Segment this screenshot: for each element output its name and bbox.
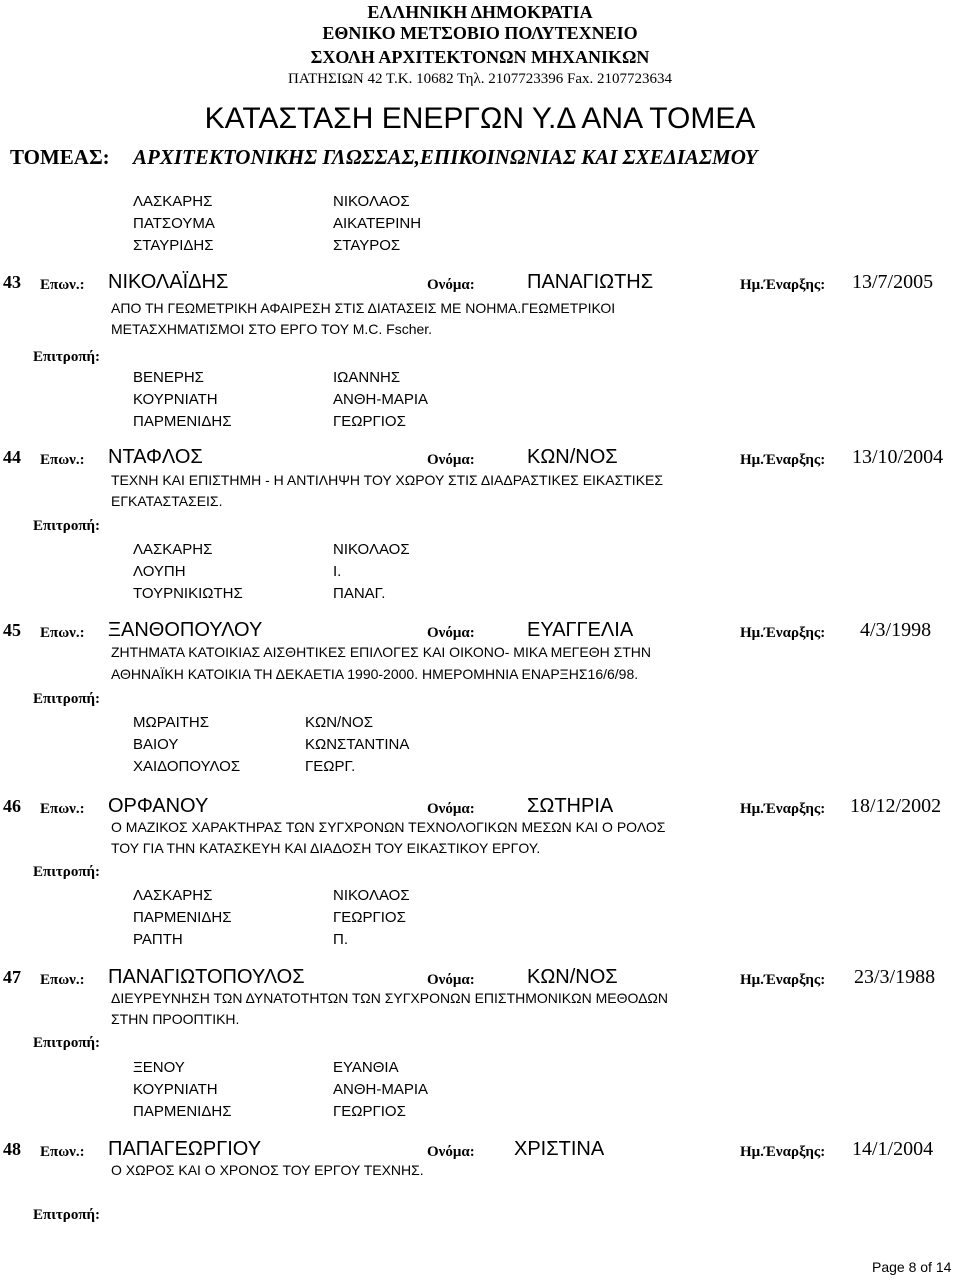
student-name: ΧΡΙΣΤΙΝΑ: [514, 1138, 605, 1160]
committee-member-surname: ΠΑΡΜΕΝΙΔΗΣ: [133, 909, 232, 926]
thesis-topic-line: ΕΓΚΑΤΑΣΤΑΣΕΙΣ.: [111, 493, 223, 509]
committee-member-name: ΣΤΑΥΡΟΣ: [333, 237, 401, 254]
sector-name: ΑΡΧΙΤΕΚΤΟΝΙΚΗΣ ΓΛΩΣΣΑΣ,ΕΠΙΚΟΙΝΩΝΙΑΣ ΚΑΙ ΣΧΕΔΙΑΣΜΟΥ: [133, 145, 758, 169]
start-date-label: Ημ.Έναρξης:: [740, 452, 826, 468]
committee-member-surname: ΧΑΙΔΟΠΟΥΛΟΣ: [133, 758, 241, 775]
committee-member-surname: ΒΑΙΟΥ: [133, 736, 179, 753]
start-date: 14/1/2004: [852, 1138, 934, 1160]
start-date-label: Ημ.Έναρξης:: [740, 625, 826, 641]
page-number: Page 8 of 14: [872, 1259, 952, 1275]
committee-member-surname: ΚΟΥΡΝΙΑΤΗ: [133, 1081, 218, 1098]
thesis-topic-line: ΑΘΗΝΑΪΚΗ ΚΑΤΟΙΚΙΑ ΤΗ ΔΕΚΑΕΤΙΑ 1990-2000. ΗΜΕΡΟΜΗΝΙΑ ΕΝΑΡΞΗΣ16/6/98.: [111, 666, 639, 682]
committee-member-surname: ΛΑΣΚΑΡΗΣ: [133, 193, 213, 210]
entry-number: 46: [3, 796, 21, 816]
start-date-label: Ημ.Έναρξης:: [740, 801, 826, 817]
student-surname: ΝΤΑΦΛΟΣ: [108, 446, 203, 468]
surname-label: Επων.:: [40, 1144, 85, 1160]
name-label: Ονόμα:: [427, 625, 475, 641]
committee-member-name: ΓΕΩΡΓΙΟΣ: [333, 1103, 406, 1120]
student-surname: ΠΑΝΑΓΙΩΤΟΠΟΥΛΟΣ: [108, 966, 305, 988]
student-name: ΚΩΝ/ΝΟΣ: [527, 966, 618, 988]
header-line-2: ΕΘΝΙΚΟ ΜΕΤΣΟΒΙΟ ΠΟΛΥΤΕΧΝΕΙΟ: [322, 23, 638, 43]
start-date-label: Ημ.Έναρξης:: [740, 972, 826, 988]
thesis-topic-line: Ο ΧΩΡΟΣ ΚΑΙ Ο ΧΡΟΝΟΣ ΤΟΥ ΕΡΓΟΥ ΤΕΧΝΗΣ.: [111, 1162, 424, 1178]
committee-member-surname: ΠΑΡΜΕΝΙΔΗΣ: [133, 413, 232, 430]
committee-member-name: Π.: [333, 931, 348, 948]
student-name: ΕΥΑΓΓΕΛΙΑ: [527, 619, 634, 641]
committee-member-name: ΓΕΩΡΓ.: [305, 758, 356, 775]
student-name: ΣΩΤΗΡΙΑ: [527, 795, 614, 817]
committee-member-surname: ΛΑΣΚΑΡΗΣ: [133, 887, 213, 904]
committee-label: Επιτροπή:: [33, 1207, 101, 1223]
committee-member-name: ΑΙΚΑΤΕΡΙΝΗ: [333, 215, 422, 232]
entry-number: 48: [3, 1139, 21, 1159]
committee-member-name: ΙΩΑΝΝΗΣ: [333, 369, 401, 386]
page-title: ΚΑΤΑΣΤΑΣΗ ΕΝΕΡΓΩΝ Υ.Δ ΑΝΑ ΤΟΜΕΑ: [204, 102, 756, 135]
name-label: Ονόμα:: [427, 801, 475, 817]
committee-member-name: ΚΩΝ/ΝΟΣ: [305, 714, 373, 731]
name-label: Ονόμα:: [427, 452, 475, 468]
committee-member-name: ΝΙΚΟΛΑΟΣ: [333, 541, 410, 558]
header-line-3: ΣΧΟΛΗ ΑΡΧΙΤΕΚΤΟΝΩΝ ΜΗΧΑΝΙΚΩΝ: [310, 47, 650, 67]
committee-member-surname: ΚΟΥΡΝΙΑΤΗ: [133, 391, 218, 408]
committee-member-name: ΕΥΑΝΘΙΑ: [333, 1059, 399, 1076]
thesis-topic-line: ΖΗΤΗΜΑΤΑ ΚΑΤΟΙΚΙΑΣ ΑΙΣΘΗΤΙΚΕΣ ΕΠΙΛΟΓΕΣ ΚΑΙ ΟΙΚΟΝΟ- ΜΙΚΑ ΜΕΓΕΘΗ ΣΤΗΝ: [111, 644, 652, 660]
start-date-label: Ημ.Έναρξης:: [740, 277, 826, 293]
surname-label: Επων.:: [40, 972, 85, 988]
committee-member-name: ΑΝΘΗ-ΜΑΡΙΑ: [333, 391, 429, 408]
thesis-topic-line: ΤΟΥ ΓΙΑ ΤΗΝ ΚΑΤΑΣΚΕΥΗ ΚΑΙ ΔΙΑΔΟΣΗ ΤΟΥ ΕΙΚΑΣΤΙΚΟΥ ΕΡΓΟΥ.: [111, 840, 541, 856]
surname-label: Επων.:: [40, 277, 85, 293]
start-date: 23/3/1988: [854, 966, 936, 988]
committee-member-name: ΓΕΩΡΓΙΟΣ: [333, 413, 406, 430]
header-line-1: ΕΛΛΗΝΙΚΗ ΔΗΜΟΚΡΑΤΙΑ: [367, 2, 593, 22]
start-date: 13/10/2004: [852, 446, 944, 468]
committee-member-name: ΠΑΝΑΓ.: [333, 585, 386, 602]
thesis-topic-line: ΑΠΟ ΤΗ ΓΕΩΜΕΤΡΙΚΗ ΑΦΑΙΡΕΣΗ ΣΤΙΣ ΔΙΑΤΑΣΕΙΣ ΜΕ ΝΟΗΜΑ.ΓΕΩΜΕΤΡΙΚΟΙ: [111, 300, 616, 316]
thesis-topic-line: ΜΕΤΑΣΧΗΜΑΤΙΣΜΟΙ ΣΤΟ ΕΡΓΟ ΤΟΥ M.C. Fscher.: [111, 321, 433, 337]
student-surname: ΞΑΝΘΟΠΟΥΛΟΥ: [108, 619, 263, 641]
start-date: 13/7/2005: [852, 271, 934, 293]
committee-member-name: Ι.: [333, 563, 342, 580]
start-date: 4/3/1998: [860, 619, 932, 641]
entry-number: 47: [3, 967, 21, 987]
student-surname: ΠΑΠΑΓΕΩΡΓΙΟΥ: [108, 1138, 262, 1160]
student-surname: ΟΡΦΑΝΟΥ: [108, 795, 209, 817]
committee-label: Επιτροπή:: [33, 691, 101, 707]
committee-member-name: ΓΕΩΡΓΙΟΣ: [333, 909, 406, 926]
name-label: Ονόμα:: [427, 1144, 475, 1160]
committee-member-surname: ΛΑΣΚΑΡΗΣ: [133, 541, 213, 558]
name-label: Ονόμα:: [427, 277, 475, 293]
committee-label: Επιτροπή:: [33, 518, 101, 534]
start-date-label: Ημ.Έναρξης:: [740, 1144, 826, 1160]
committee-label: Επιτροπή:: [33, 1035, 101, 1051]
entry-number: 45: [3, 620, 21, 640]
thesis-topic-line: Ο ΜΑΖΙΚΟΣ ΧΑΡΑΚΤΗΡΑΣ ΤΩΝ ΣΥΓΧΡΟΝΩΝ ΤΕΧΝΟΛΟΓΙΚΩΝ ΜΕΣΩΝ ΚΑΙ Ο ΡΟΛΟΣ: [111, 819, 666, 835]
start-date: 18/12/2002: [850, 795, 942, 817]
surname-label: Επων.:: [40, 625, 85, 641]
committee-label: Επιτροπή:: [33, 864, 101, 880]
committee-member-surname: ΜΩΡΑΙΤΗΣ: [133, 714, 210, 731]
committee-member-surname: ΣΤΑΥΡΙΔΗΣ: [133, 237, 214, 254]
committee-member-surname: ΡΑΠΤΗ: [133, 931, 183, 948]
sector-label: ΤΟΜΕΑΣ:: [10, 145, 110, 169]
thesis-topic-line: ΣΤΗΝ ΠΡΟΟΠΤΙΚΗ.: [111, 1011, 240, 1027]
student-name: ΠΑΝΑΓΙΩΤΗΣ: [527, 271, 654, 293]
student-name: ΚΩΝ/ΝΟΣ: [527, 446, 618, 468]
committee-member-name: ΚΩΝΣΤΑΝΤΙΝΑ: [305, 736, 410, 753]
committee-member-surname: ΠΑΤΣΟΥΜΑ: [133, 215, 215, 232]
committee-member-surname: ΞΕΝΟΥ: [133, 1059, 185, 1076]
committee-member-name: ΝΙΚΟΛΑΟΣ: [333, 887, 410, 904]
committee-label: Επιτροπή:: [33, 349, 101, 365]
committee-member-name: ΝΙΚΟΛΑΟΣ: [333, 193, 410, 210]
entry-number: 44: [3, 447, 21, 467]
thesis-topic-line: ΤΕΧΝΗ ΚΑΙ ΕΠΙΣΤΗΜΗ - Η ΑΝΤΙΛΗΨΗ ΤΟΥ ΧΩΡΟΥ ΣΤΙΣ ΔΙΑΔΡΑΣΤΙΚΕΣ ΕΙΚΑΣΤΙΚΕΣ: [111, 472, 664, 488]
committee-member-surname: ΤΟΥΡΝΙΚΙΩΤΗΣ: [133, 585, 243, 602]
surname-label: Επων.:: [40, 452, 85, 468]
committee-member-name: ΑΝΘΗ-ΜΑΡΙΑ: [333, 1081, 429, 1098]
thesis-topic-line: ΔΙΕΥΡΕΥΝΗΣΗ ΤΩΝ ΔΥΝΑΤΟΤΗΤΩΝ ΤΩΝ ΣΥΓΧΡΟΝΩΝ ΕΠΙΣΤΗΜΟΝΙΚΩΝ ΜΕΘΟΔΩΝ: [111, 990, 668, 1006]
name-label: Ονόμα:: [427, 972, 475, 988]
entry-number: 43: [3, 272, 21, 292]
surname-label: Επων.:: [40, 801, 85, 817]
committee-member-surname: ΠΑΡΜΕΝΙΔΗΣ: [133, 1103, 232, 1120]
committee-member-surname: ΛΟΥΠΗ: [133, 563, 186, 580]
committee-member-surname: ΒΕΝΕΡΗΣ: [133, 369, 204, 386]
student-surname: ΝΙΚΟΛΑΪΔΗΣ: [108, 271, 229, 293]
header-address: ΠΑΤΗΣΙΩΝ 42 Τ.Κ. 10682 Τηλ. 2107723396 Fax. 2107723634: [287, 71, 673, 87]
